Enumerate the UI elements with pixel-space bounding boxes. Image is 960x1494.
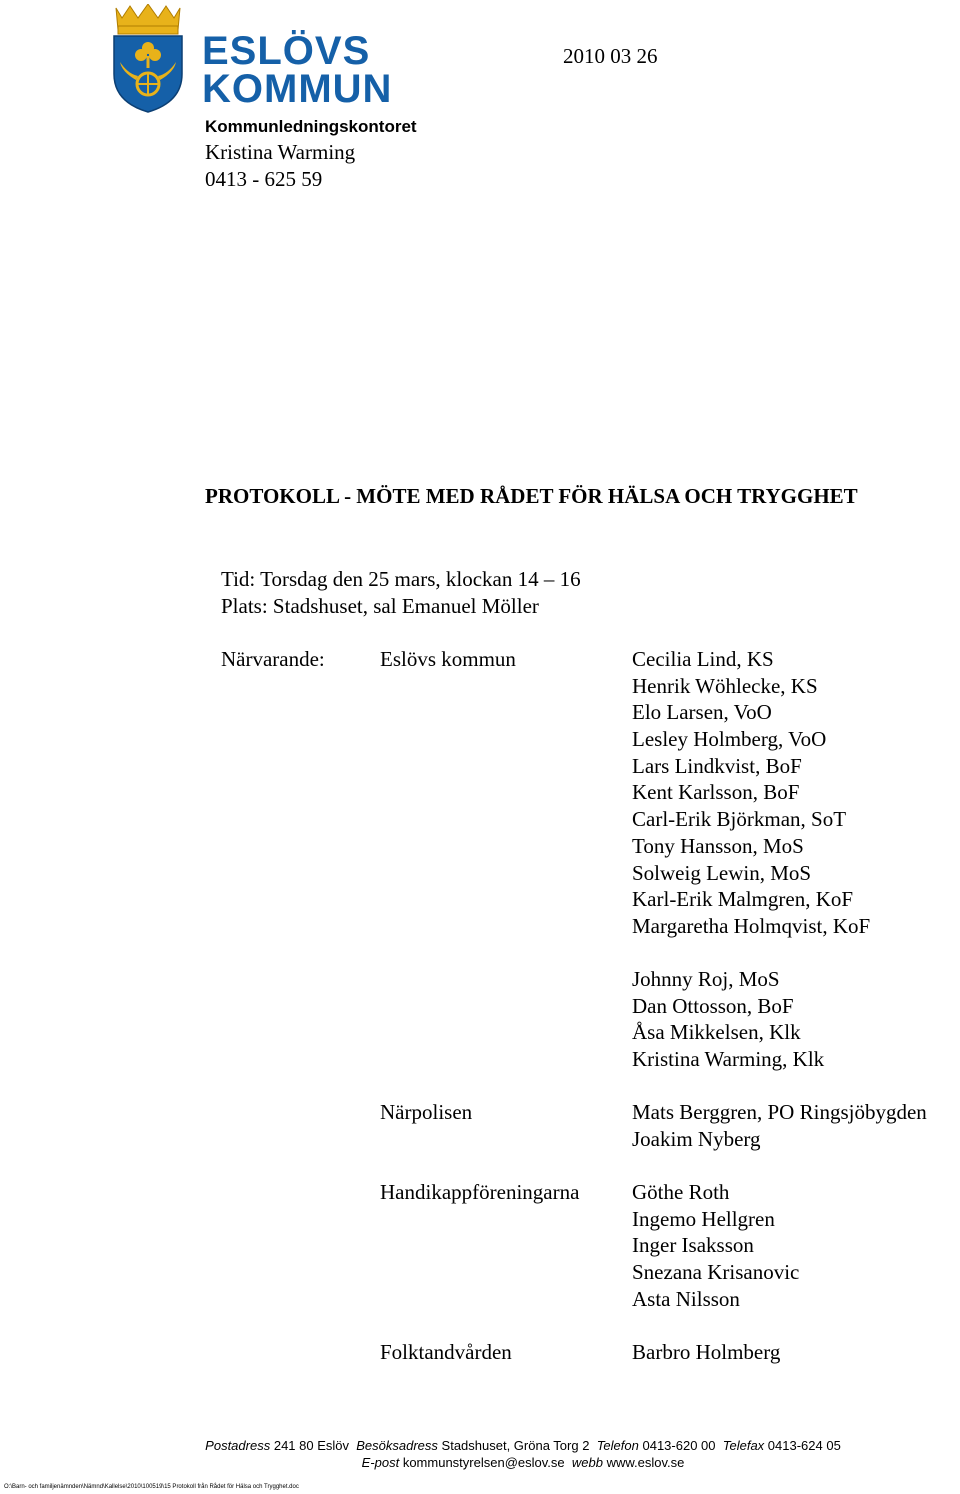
file-path: O:\Barn- och familjenämnden\Nämnd\Kallelse\2010\100519\15 Protokoll från Rådet för Hälsa och Trygghet.doc — [4, 1484, 299, 1490]
footer-contact-line — [0, 1455, 960, 1470]
department-name: Kommunledningskontoret — [205, 117, 417, 136]
attendee-name: Barbro Holmberg — [632, 1340, 781, 1364]
attendee-name: Lars Lindkvist, BoF — [632, 753, 802, 778]
attendee-name: Joakim Nyberg — [632, 1126, 761, 1151]
attendee-list-eslov-officials — [632, 966, 824, 1073]
org-disability-associations: Handikappföreningarna — [380, 1180, 580, 1204]
coat-of-arms-icon — [108, 4, 188, 114]
attendees-label: Närvarande: — [221, 647, 325, 671]
footer-telefon-label: Telefon — [596, 1438, 639, 1453]
attendee-list-disability — [632, 1179, 799, 1312]
footer-telefon: 0413-620 00 — [642, 1438, 716, 1453]
attendee-name: Snezana Krisanovic — [632, 1260, 800, 1285]
org-dental-care: Folktandvården — [380, 1340, 512, 1364]
attendee-name: Henrik Wöhlecke, KS — [632, 673, 818, 698]
footer-address-line — [0, 1438, 960, 1453]
footer-besoksadress-label: Besöksadress — [356, 1438, 438, 1453]
attendee-name: Elo Larsen, VoO — [632, 700, 772, 725]
attendee-name: Cecilia Lind, KS — [632, 647, 774, 671]
attendee-name: Lesley Holmberg, VoO — [632, 727, 827, 752]
attendee-name: Tony Hansson, MoS — [632, 833, 804, 858]
attendee-name: Kristina Warming, Klk — [632, 1047, 825, 1072]
attendee-name: Mats Berggren, PO Ringsjöbygden — [632, 1100, 927, 1124]
attendee-name: Solweig Lewin, MoS — [632, 860, 812, 885]
footer-epost-label: E-post — [361, 1455, 400, 1470]
attendee-name: Inger Isaksson — [632, 1233, 754, 1258]
attendee-name: Ingemo Hellgren — [632, 1206, 775, 1231]
attendee-name: Margaretha Holmqvist, KoF — [632, 913, 871, 938]
municipality-logo — [108, 4, 398, 114]
meeting-time: Tid: Torsdag den 25 mars, klockan 14 – 16 — [221, 567, 581, 591]
attendee-name: Karl-Erik Malmgren, KoF — [632, 887, 854, 912]
contact-phone: 0413 - 625 59 — [205, 167, 323, 191]
logo-text-line2: KOMMUN — [202, 67, 393, 111]
attendee-list-dental — [632, 1339, 780, 1366]
org-police: Närpolisen — [380, 1100, 473, 1124]
meeting-place: Plats: Stadshuset, sal Emanuel Möller — [221, 594, 539, 618]
footer-besoksadress: Stadshuset, Gröna Torg 2 — [441, 1438, 590, 1453]
document-date: 2010 03 26 — [563, 44, 658, 68]
footer-webb: www.eslov.se — [606, 1455, 685, 1470]
footer-webb-label: webb — [571, 1455, 603, 1470]
attendee-name: Göthe Roth — [632, 1180, 730, 1204]
document-title: PROTOKOLL - MÖTE MED RÅDET FÖR HÄLSA OCH TRYGGHET — [205, 484, 858, 508]
footer-epost: kommunstyrelsen@eslov.se — [402, 1455, 565, 1470]
attendee-list-police — [632, 1099, 927, 1152]
logo-text-line1: ESLÖVS — [202, 29, 371, 73]
org-eslov: Eslövs kommun — [380, 647, 516, 671]
footer-telefax-label: Telefax — [722, 1438, 765, 1453]
footer-postadress-label: Postadress — [205, 1438, 271, 1453]
attendee-name: Carl-Erik Björkman, SoT — [632, 807, 847, 832]
attendee-name: Dan Ottosson, BoF — [632, 993, 794, 1018]
attendee-list-eslov — [632, 646, 870, 940]
footer-telefax: 0413-624 05 — [767, 1438, 841, 1453]
attendee-name: Åsa Mikkelsen, Klk — [632, 1020, 801, 1045]
contact-name: Kristina Warming — [205, 140, 356, 164]
footer-postadress: 241 80 Eslöv — [273, 1438, 350, 1453]
attendee-name: Kent Karlsson, BoF — [632, 780, 800, 805]
attendee-name: Asta Nilsson — [632, 1286, 740, 1311]
attendee-name: Johnny Roj, MoS — [632, 967, 780, 991]
